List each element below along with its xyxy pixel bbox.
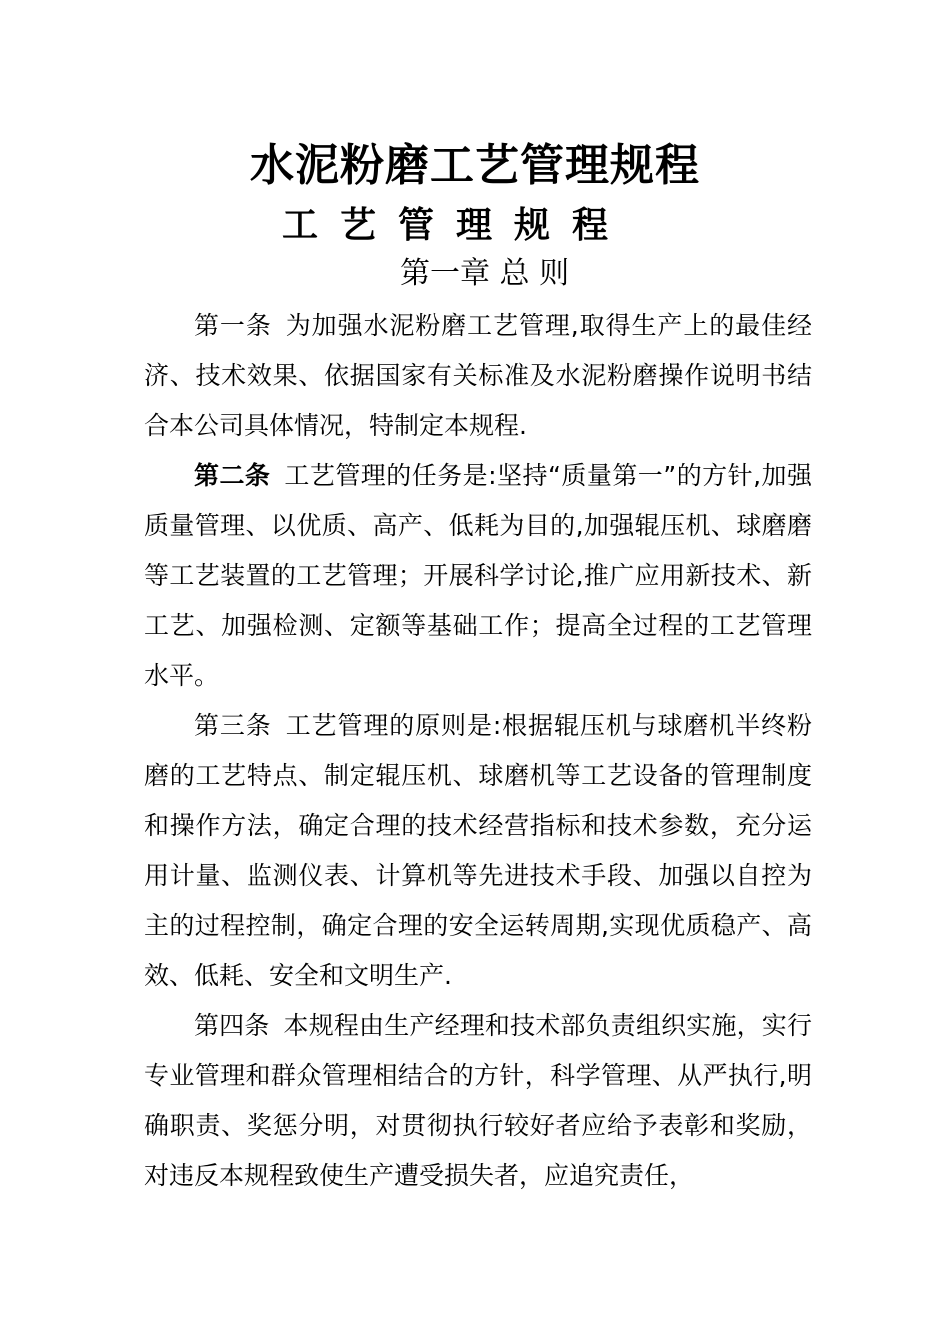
chapter-heading: 第一章 总 则 (400, 256, 570, 291)
article-3-label: 第三条 (194, 711, 272, 740)
article-3-text: 工艺管理的原则是:根据辊压机与球磨机半终粉磨的工艺特点、制定辊压机、球磨机等工艺设备的管理制度和操作方法，确定合理的技术经营指标和技术参数，充分运用计量、监测仪表、计算机等先进技术手段、加强以自控为主的过程控制，确定合理的安全运转周期,实现优质稳产、高效、低耗、安全和文明生产. (144, 711, 812, 990)
article-2-label: 第二条 (194, 461, 271, 490)
article-4-text: 本规程由生产经理和技术部负责组织实施，实行专业管理和群众管理相结合的方针，科学管理、从严执行,明确职责、奖惩分明，对贯彻执行较好者应给予表彰和奖励，对违反本规程致使生产遭受损失者，应追究责任， (144, 1011, 812, 1190)
article-2-text: 工艺管理的任务是:坚持“质量第一”的方针,加强质量管理、以优质、高产、低耗为目的,加强辊压机、球磨磨等工艺装置的工艺管理；开展科学讨论,推广应用新技术、新工艺、加强检测、定额等基础工作；提高全过程的工艺管理水平。 (144, 461, 812, 690)
article-3 (144, 701, 812, 1001)
article-4-label: 第四条 (194, 1011, 270, 1040)
document-body (144, 301, 812, 1201)
document-title: 水泥粉磨工艺管理规程 (250, 140, 700, 191)
article-1 (144, 301, 812, 451)
article-1-text: 为加强水泥粉磨工艺管理,取得生产上的最佳经济、技术效果、依据国家有关标准及水泥粉磨操作说明书结合本公司具体情况，特制定本规程. (144, 311, 812, 440)
article-1-label: 第一条 (194, 311, 272, 340)
article-2 (144, 451, 812, 701)
article-4 (144, 1001, 812, 1201)
document-subtitle: 工艺管理规程 (282, 205, 631, 246)
